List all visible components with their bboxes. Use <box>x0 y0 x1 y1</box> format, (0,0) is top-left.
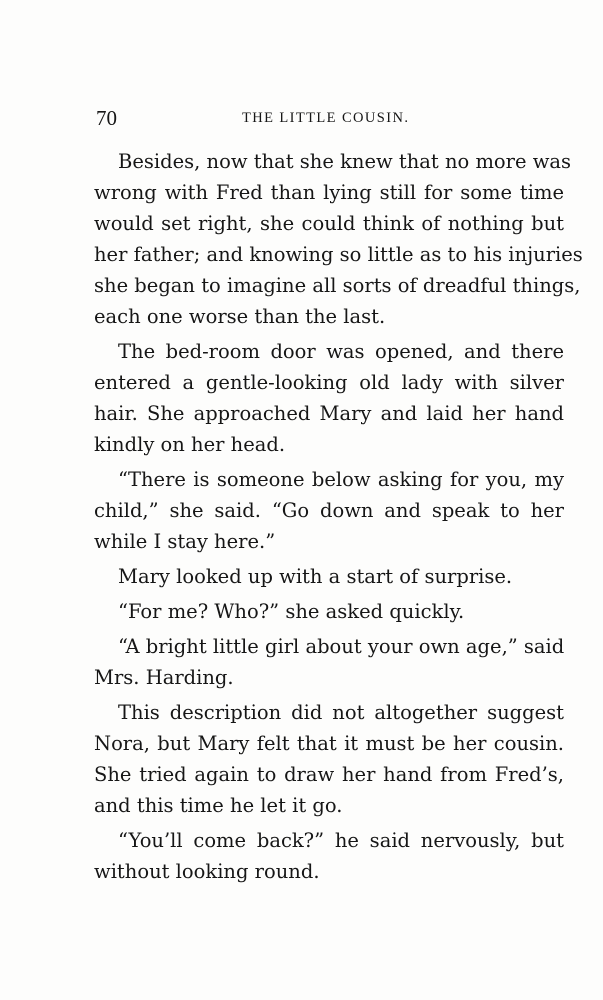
paragraph <box>94 336 564 460</box>
text-line: each one worse than the last. <box>94 305 386 328</box>
text-line: without looking round. <box>94 860 320 883</box>
text-line: The bed-room door was opened, and there <box>118 340 564 363</box>
text-line: while I stay here.” <box>94 530 276 553</box>
running-head <box>96 104 564 132</box>
paragraph <box>94 596 564 627</box>
text-line: This description did not altogether suggest <box>118 701 564 724</box>
text-line: kindly on her head. <box>94 433 286 456</box>
text-line: wrong with Fred than lying still for some time <box>94 181 564 204</box>
page-number: 70 <box>96 106 117 130</box>
body-text <box>94 146 583 891</box>
paragraph <box>94 631 564 693</box>
text-line: She tried again to draw her hand from Fred’s, <box>94 763 564 786</box>
paragraph <box>94 464 564 557</box>
paragraph <box>94 561 564 592</box>
text-line: “A bright little girl about your own age,” said <box>118 635 565 658</box>
text-line: “For me? Who?” she asked quickly. <box>118 600 465 623</box>
text-line: Besides, now that she knew that no more was <box>118 150 572 173</box>
text-line: child,” she said. “Go down and speak to her <box>94 499 564 522</box>
text-line: she began to imagine all sorts of dreadful things, <box>94 274 581 297</box>
text-line: Nora, but Mary felt that it must be her cousin. <box>94 732 564 755</box>
text-line: and this time he let it go. <box>94 794 343 817</box>
running-title: THE LITTLE COUSIN. <box>242 110 410 126</box>
text-line: Mary looked up with a start of surprise. <box>118 565 513 588</box>
paragraph <box>94 146 583 332</box>
text-line: “You’ll come back?” he said nervously, but <box>118 829 564 852</box>
paragraph <box>94 697 564 821</box>
paragraph <box>94 825 564 887</box>
text-line: hair. She approached Mary and laid her hand <box>94 402 564 425</box>
text-line: “There is someone below asking for you, my <box>118 468 564 491</box>
text-line: her father; and knowing so little as to his injuries <box>94 243 583 266</box>
text-line: entered a gentle-looking old lady with silver <box>94 371 564 394</box>
text-line: Mrs. Harding. <box>94 666 234 689</box>
text-line: would set right, she could think of nothing but <box>94 212 564 235</box>
